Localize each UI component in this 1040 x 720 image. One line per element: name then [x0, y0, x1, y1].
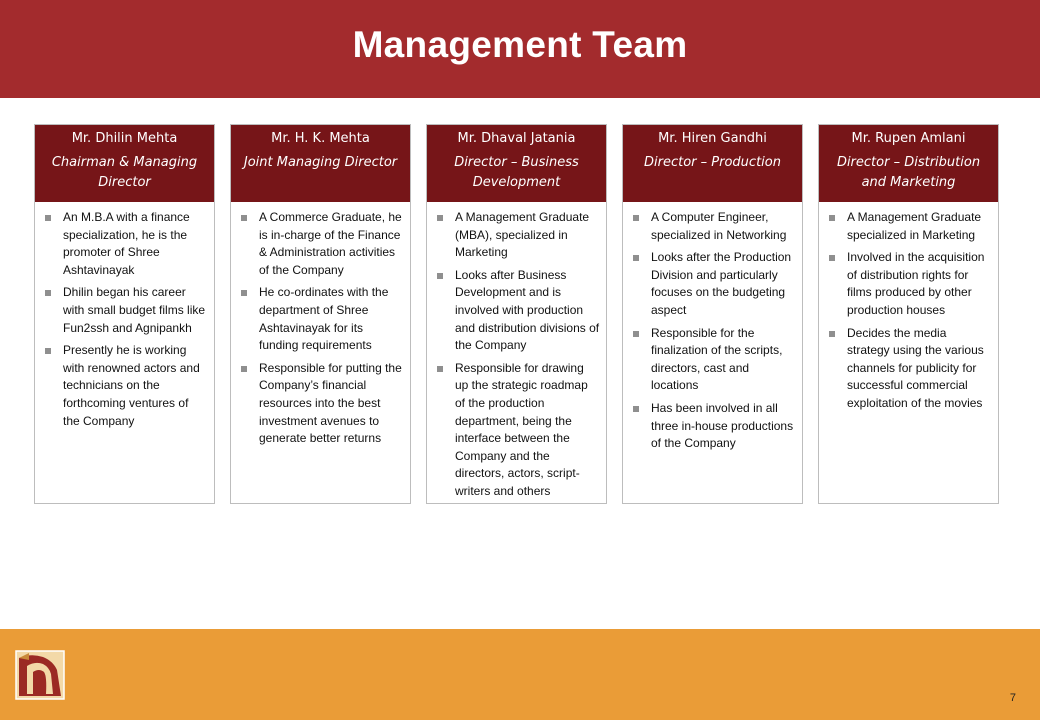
member-points — [427, 202, 606, 501]
member-name: Mr. Rupen Amlani — [851, 131, 966, 146]
member-name: Mr. H. K. Mehta — [271, 131, 370, 146]
list-item — [435, 209, 600, 262]
member-points — [35, 202, 214, 430]
card-header — [819, 125, 998, 202]
point-text: Responsible for drawing up the strategic roadmap of the production department, being the interface between the Company and the directors, actors, script-writers and others — [455, 360, 588, 498]
square-bullet-icon — [829, 331, 835, 337]
point-text: Looks after Business Development and is involved with production and distribution divisions of the Company — [455, 267, 600, 353]
point-text: Involved in the acquisition of distribution rights for films produced by other production houses — [847, 250, 985, 317]
square-bullet-icon — [241, 366, 247, 372]
team-card-hk-mehta — [230, 124, 411, 504]
point-text: A Management Graduate (MBA), specialized in Marketing — [455, 210, 590, 260]
square-bullet-icon — [241, 290, 247, 296]
square-bullet-icon — [437, 366, 443, 372]
member-role: Joint Managing Director — [243, 155, 398, 170]
footer-band — [0, 629, 1040, 720]
member-points — [623, 202, 802, 453]
card-header — [35, 125, 214, 202]
square-bullet-icon — [437, 273, 443, 279]
team-card-hiren-gandhi — [622, 124, 803, 504]
list-item — [239, 209, 404, 279]
team-card-rupen-amlani — [818, 124, 999, 504]
point-text: Presently he is working with renowned actors and technicians on the forthcoming ventures of the Company — [63, 343, 200, 428]
point-text: Has been involved in all three in-house productions of the Company — [651, 400, 794, 451]
point-text: He co-ordinates with the department of Shree Ashtavinayak for its funding requirements — [259, 285, 389, 353]
point-text: A Management Graduate specialized in Marketing — [847, 210, 982, 242]
list-item — [827, 325, 992, 413]
square-bullet-icon — [633, 406, 639, 412]
list-item — [435, 267, 600, 355]
list-item — [631, 249, 796, 319]
member-role: Director – Business Development — [454, 155, 579, 190]
card-header — [427, 125, 606, 202]
member-name: Mr. Dhilin Mehta — [71, 131, 178, 146]
square-bullet-icon — [241, 215, 247, 221]
list-item — [631, 325, 796, 395]
member-points — [819, 202, 998, 413]
point-text: Dhilin began his career with small budget films like Fun2ssh and Agnipankh — [63, 285, 206, 335]
point-text: Decides the media strategy using the various channels for publicity for successful commercial exploitation of the movies — [847, 325, 984, 410]
list-item — [239, 284, 404, 354]
list-item — [43, 284, 208, 337]
member-points — [231, 202, 410, 448]
list-item — [239, 360, 404, 448]
point-text: A Commerce Graduate, he is in-charge of the Finance & Administration activities of the Company — [259, 210, 402, 277]
member-role: Director – Production — [644, 155, 781, 170]
point-text: Responsible for the finalization of the scripts, directors, cast and locations — [651, 325, 783, 393]
square-bullet-icon — [829, 255, 835, 261]
member-name: Mr. Hiren Gandhi — [658, 131, 767, 146]
member-role: Director – Distribution and Marketing — [836, 155, 981, 190]
company-logo-icon — [15, 650, 65, 700]
list-item — [827, 209, 992, 244]
member-role: Chairman & Managing Director — [51, 155, 198, 190]
point-text: Responsible for putting the Company’s financial resources into the best investment avenues to generate better returns — [259, 360, 402, 446]
team-card-dhaval-jatania — [426, 124, 607, 504]
list-item — [631, 400, 796, 453]
point-text: A Computer Engineer, specialized in Networking — [651, 210, 787, 242]
list-item — [43, 342, 208, 430]
card-header — [623, 125, 802, 202]
card-header — [231, 125, 410, 202]
square-bullet-icon — [829, 215, 835, 221]
point-text: Looks after the Production Division and particularly focuses on the budgeting aspect — [651, 250, 792, 317]
square-bullet-icon — [45, 290, 51, 296]
square-bullet-icon — [45, 215, 51, 221]
square-bullet-icon — [45, 348, 51, 354]
page-title: Management Team — [352, 24, 688, 65]
point-text: An M.B.A with a finance specialization, he is the promoter of Shree Ashtavinayak — [63, 210, 190, 277]
list-item — [435, 360, 600, 501]
list-item — [43, 209, 208, 279]
square-bullet-icon — [633, 215, 639, 221]
list-item — [827, 249, 992, 319]
list-item — [631, 209, 796, 244]
team-card-dhilin-mehta — [34, 124, 215, 504]
square-bullet-icon — [437, 215, 443, 221]
member-name: Mr. Dhaval Jatania — [457, 131, 576, 146]
square-bullet-icon — [633, 255, 639, 261]
square-bullet-icon — [633, 331, 639, 337]
page-number: 7 — [1009, 692, 1016, 704]
